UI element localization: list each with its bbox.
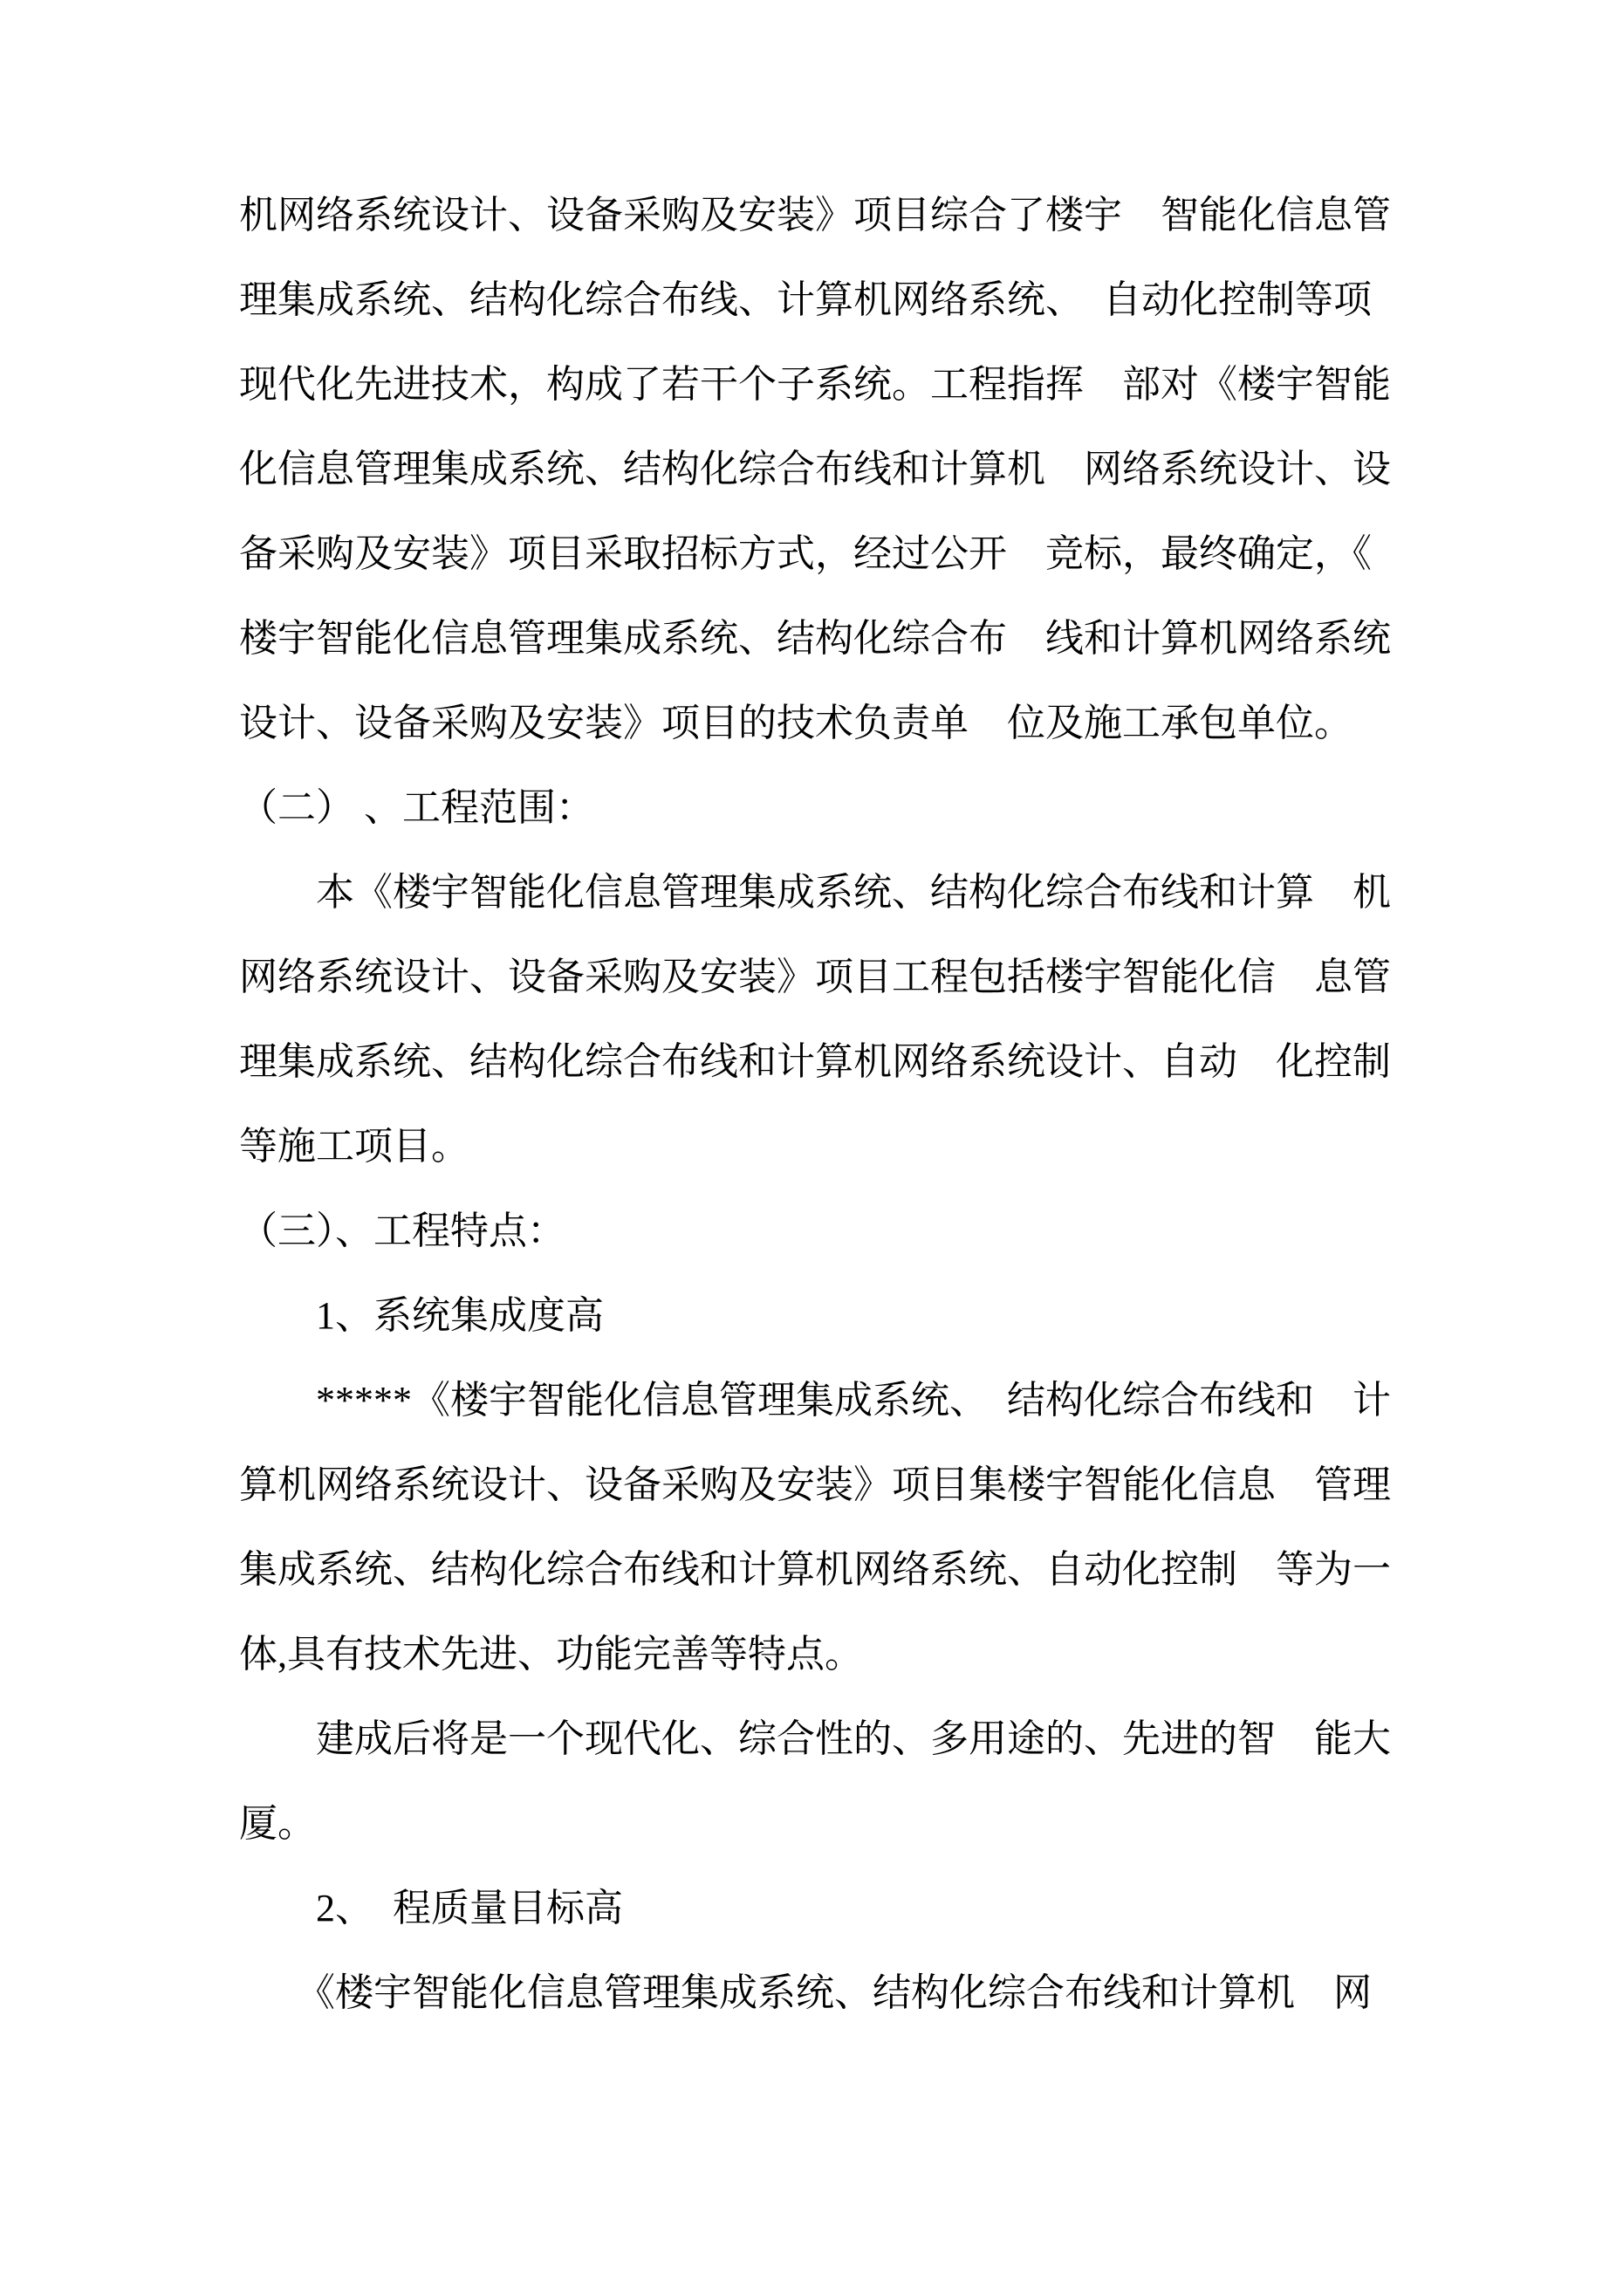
text-line: 集成系统、结构化综合布线和计算机网络系统、自动化控制 等为一 [239, 1548, 1391, 1591]
document-body [239, 173, 1405, 2035]
text-line: 现代化先进技术，构成了若干个子系统。工程指挥 部对《楼宇智能 [239, 363, 1391, 406]
text-line: 网络系统设计、设备采购及安装》项目工程包括楼宇智能化信 息管 [239, 956, 1391, 998]
text-line: 本《楼宇智能化信息管理集成系统、结构化综合布线和计算 机 [239, 871, 1391, 914]
text-line: 等施工项目。 [239, 1125, 469, 1168]
text-line: 机网络系统设计、设备采购及安装》项目综合了楼宇 智能化信息管 [239, 194, 1391, 236]
list-item-heading: 2、 程质量目标高 [239, 1887, 623, 1929]
text-line: *****《楼宇智能化信息管理集成系统、 结构化综合布线和 计 [239, 1379, 1391, 1422]
text-line: 理集成系统、结构化综合布线和计算机网络系统设计、自动 化控制 [239, 1040, 1391, 1083]
text-line: 化信息管理集成系统、结构化综合布线和计算机 网络系统设计、设 [239, 448, 1391, 490]
text-line: 备采购及安装》项目采取招标方式，经过公开 竞标，最终确定，《 [239, 532, 1372, 575]
text-line: 算机网络系统设计、设备采购及安装》项目集楼宇智能化信息 管理 [239, 1463, 1391, 1506]
text-line: 体,具有技术先进、功能完善等特点。 [239, 1633, 863, 1676]
text-line: 理集成系统、结构化综合布线、计算机网络系统、 自动化控制等项 [239, 278, 1372, 321]
text-line: 建成后将是一个现代化、综合性的、多用途的、先进的智 能大 [239, 1717, 1391, 1760]
section-heading: （三）、工程特点： [239, 1210, 565, 1252]
text-line: 设计、设备采购及安装》项目的技术负责单 位及施工承包单位。 [239, 702, 1352, 744]
list-item-heading: 1、系统集成度高 [239, 1294, 604, 1337]
text-line: 厦。 [239, 1802, 316, 1845]
text-line: 《楼宇智能化信息管理集成系统、结构化综合布线和计算机 网 [239, 1971, 1372, 2014]
text-line: 楼宇智能化信息管理集成系统、结构化综合布 线和计算机网络系统 [239, 617, 1391, 660]
section-heading: （二） 、工程范围： [239, 786, 594, 829]
